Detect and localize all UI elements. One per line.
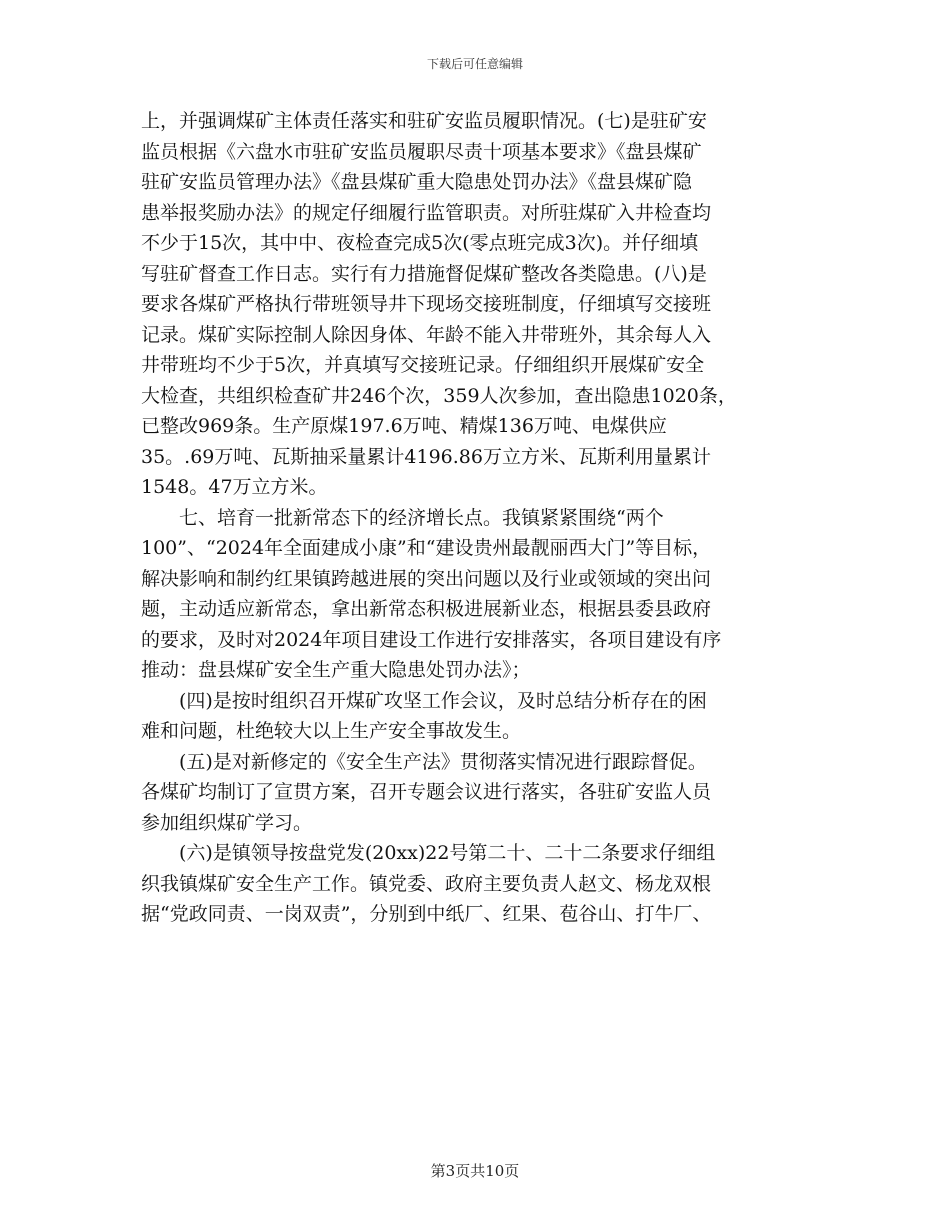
text-line: 1548。47万立方米。 [141,476,328,498]
text-line: 大检查，共组织检查矿井246个次，359人次参加，查出隐患1020条， [141,384,737,407]
text-line: (四)是按时组织召开煤矿攻坚工作会议，及时总结分析存在的困 [179,689,707,712]
text-line: 井带班均不少于5次，并真填写交接班记录。仔细组织开展煤矿安全 [141,354,705,376]
text-line: 织我镇煤矿安全生产工作。镇党委、政府主要负责人赵文、杨龙双根 [141,872,712,895]
text-line: 写驻矿督查工作日志。实行有力措施督促煤矿整改各类隐患。(八)是 [141,262,707,285]
text-line: 各煤矿均制订了宣贯方案，召开专题会议进行落实，各驻矿安监人员 [141,781,712,803]
text-line: 据“党政同责、一岗双责”，分别到中纸厂、红果、苞谷山、打牛厂、 [141,903,712,925]
paragraph [141,686,831,747]
text-line: 已整改969条。生产原煤197.6万吨、精煤136万吨、电煤供应 [141,415,667,437]
text-line: 100”、“2024年全面建成小康”和“建设贵州最靓丽西大门”等目标， [141,537,712,559]
text-line: 驻矿安监员管理办法》《盘县煤矿重大隐患处罚办法》《盘县煤矿隐 [141,171,693,193]
text-line: 七、培育一批新常态下的经济增长点。我镇紧紧围绕“两个 [179,506,664,529]
text-line: 难和问题，杜绝较大以上生产安全事故发生。 [141,720,522,742]
text-line: (六)是镇领导按盘党发(20xx)22号第二十、二十二条要求仔细组 [179,842,716,864]
paragraph [141,503,831,686]
text-line: 不少于15次，其中中、夜检查完成5次(零点班完成3次)。并仔细填 [141,232,699,254]
paragraph [141,106,831,503]
text-line: 解决影响和制约红果镇跨越进展的突出问题以及行业或领域的突出问 [141,567,712,590]
document-body [141,106,831,930]
text-line: 上，并强调煤矿主体责任落实和驻矿安监员履职情况。(七)是驻矿安 [141,110,707,132]
page-footer: 第3页共10页 [430,1162,520,1180]
text-line: 的要求，及时对2024年项目建设工作进行安排落实，各项目建设有序 [141,628,722,651]
page-header: 下载后可任意编辑 [426,57,523,71]
text-line: (五)是对新修定的《安全生产法》贯彻落实情况进行跟踪督促。 [179,750,707,773]
paragraph [141,838,831,930]
text-line: 监员根据《六盘水市驻矿安监员履职尽责十项基本要求》《盘县煤矿 [141,140,702,163]
text-line: 参加组织煤矿学习。 [141,811,313,834]
text-line: 35。.69万吨、瓦斯抽采量累计4196.86万立方米、瓦斯利用量累计 [141,445,711,468]
text-line: 要求各煤矿严格执行带班领导井下现场交接班制度，仔细填写交接班 [141,293,712,315]
text-line: 题，主动适应新常态，拿出新常态积极进展新业态，根据县委县政府 [141,598,712,620]
text-line: 患举报奖励办法》的规定仔细履行监管职责。对所驻煤矿入井检查均 [141,201,712,224]
text-line: 推动：盘县煤矿安全生产重大隐患处罚办法》； [141,659,531,681]
text-line: 记录。煤矿实际控制人除因身体、年龄不能入井带班外，其余每人入 [141,323,712,346]
paragraph [141,747,831,839]
